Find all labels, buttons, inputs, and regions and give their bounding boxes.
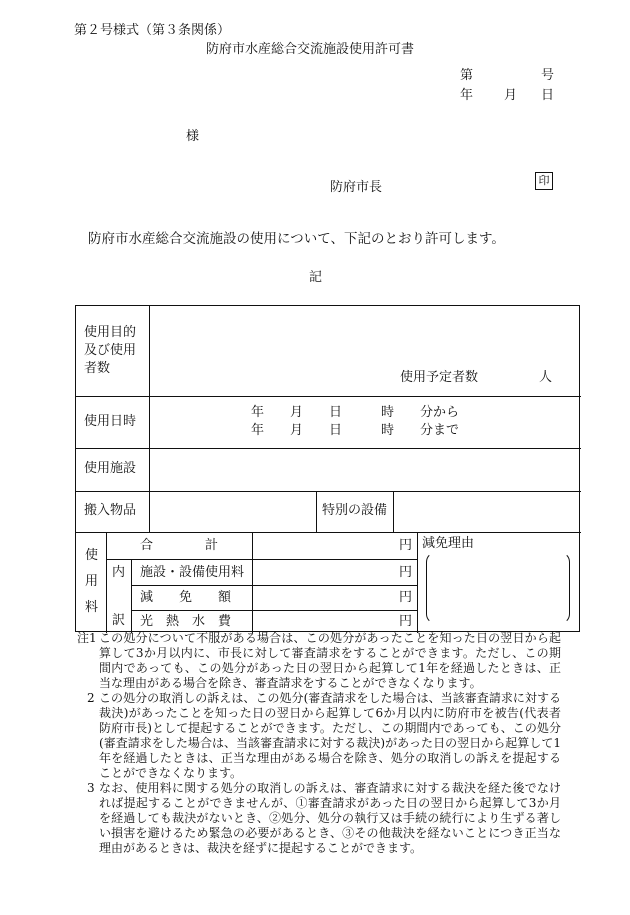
note-2 xyxy=(77,691,574,781)
reduction-yen: 円 xyxy=(399,590,413,605)
breakdown-char-2: 訳 xyxy=(112,613,126,628)
note-1 xyxy=(77,631,561,691)
facility-fee-label: 施設・設備使用料 xyxy=(140,565,245,580)
intro-text: 防府市水産総合交流施設の使用について、下記のとおり許可します。 xyxy=(88,231,505,247)
facility-label: 使用施設 xyxy=(84,461,137,476)
addressee-suffix: 様 xyxy=(186,129,200,144)
form-number: 第２号様式（第３条関係） xyxy=(74,23,231,38)
purpose-label-line-1: 使用目的 xyxy=(84,325,137,340)
datetime-label: 使用日時 xyxy=(84,414,137,429)
note-2-text: この処分の取消しの訴えは、この処分(審査請求をした場合は、当該審査請求に対する裁決)があったことを知った日の翌日から起算して6か月以内に防府市を被告(代表者 防府市長)として提起することができます。ただし、この期間内であっても、この処分(審査請求をした場合は、当該審査請求に対する裁決)があった日の翌日から起算して1年を経過したときは、正当な理由がある場合を除き、処分の取消しの訴えを提起することができなくなります。 xyxy=(99,691,574,780)
datetime-from: 年 月 日 時 分から xyxy=(251,405,460,420)
document-title: 防府市水産総合交流施設使用許可書 xyxy=(206,42,415,57)
number-prefix: 第 xyxy=(460,68,474,83)
utilities-label: 光 熱 水 費 xyxy=(140,614,232,629)
items-label: 搬入物品 xyxy=(84,503,137,518)
note-3-mark: 3 xyxy=(87,781,95,795)
fee-label-char-1: 使 xyxy=(85,548,99,563)
reduction-label: 減 免 額 xyxy=(140,590,232,605)
note-3 xyxy=(77,781,561,856)
note-1-mark: 注1 xyxy=(77,631,97,645)
date-month: 月 xyxy=(504,88,518,103)
fee-label-char-3: 料 xyxy=(85,600,99,615)
note-1-text: この処分について不服がある場合は、この処分があったことを知った日の翌日から起算して3か月以内に、市長に対して審査請求をすることができます。ただし、この期間内であっても、この処分があった日の翌日から起算して1年を経過したときは、正当な理由がある場合を除き、審査請求をすることができなくなります。 xyxy=(99,631,561,690)
date-year: 年 xyxy=(460,88,474,103)
number-suffix: 号 xyxy=(541,68,555,83)
fee-label-char-2: 用 xyxy=(85,574,99,589)
facility-fee-yen: 円 xyxy=(399,565,413,580)
seal-mark: 印 xyxy=(535,172,553,190)
ki-heading: 記 xyxy=(309,270,323,285)
issuer: 防府市長 xyxy=(330,180,383,195)
permit-table xyxy=(75,305,580,632)
expected-users-unit: 人 xyxy=(539,370,553,385)
purpose-label-line-3: 者数 xyxy=(84,361,111,376)
exemption-reason-label: 減免理由 xyxy=(422,536,475,551)
total-label: 合 計 xyxy=(140,538,219,553)
notes-section xyxy=(77,631,574,856)
datetime-to: 年 月 日 時 分まで xyxy=(251,423,460,438)
note-3-text: なお、使用料に関する処分の取消しの訴えは、審査請求に対する裁決を経た後でなければ提起することができませんが、①審査請求があった日の翌日から起算して3か月を経過しても裁決がないとき、②処分、処分の執行又は手続の続行により生ずる著しい損害を避けるため緊急の必要があるとき、③その他裁決を経ないことにつき正当な理由があるときは、裁決を経ずに提起することができます。 xyxy=(99,781,561,855)
note-2-mark: 2 xyxy=(87,691,95,705)
special-equipment-label: 特別の設備 xyxy=(322,503,388,518)
breakdown-char-1: 内 xyxy=(112,565,126,580)
expected-users-label: 使用予定者数 xyxy=(400,370,479,385)
utilities-yen: 円 xyxy=(399,614,413,629)
purpose-label-line-2: 及び使用 xyxy=(84,343,137,358)
exemption-reason-bracket xyxy=(426,552,570,624)
total-yen: 円 xyxy=(399,538,413,553)
date-day: 日 xyxy=(541,88,555,103)
